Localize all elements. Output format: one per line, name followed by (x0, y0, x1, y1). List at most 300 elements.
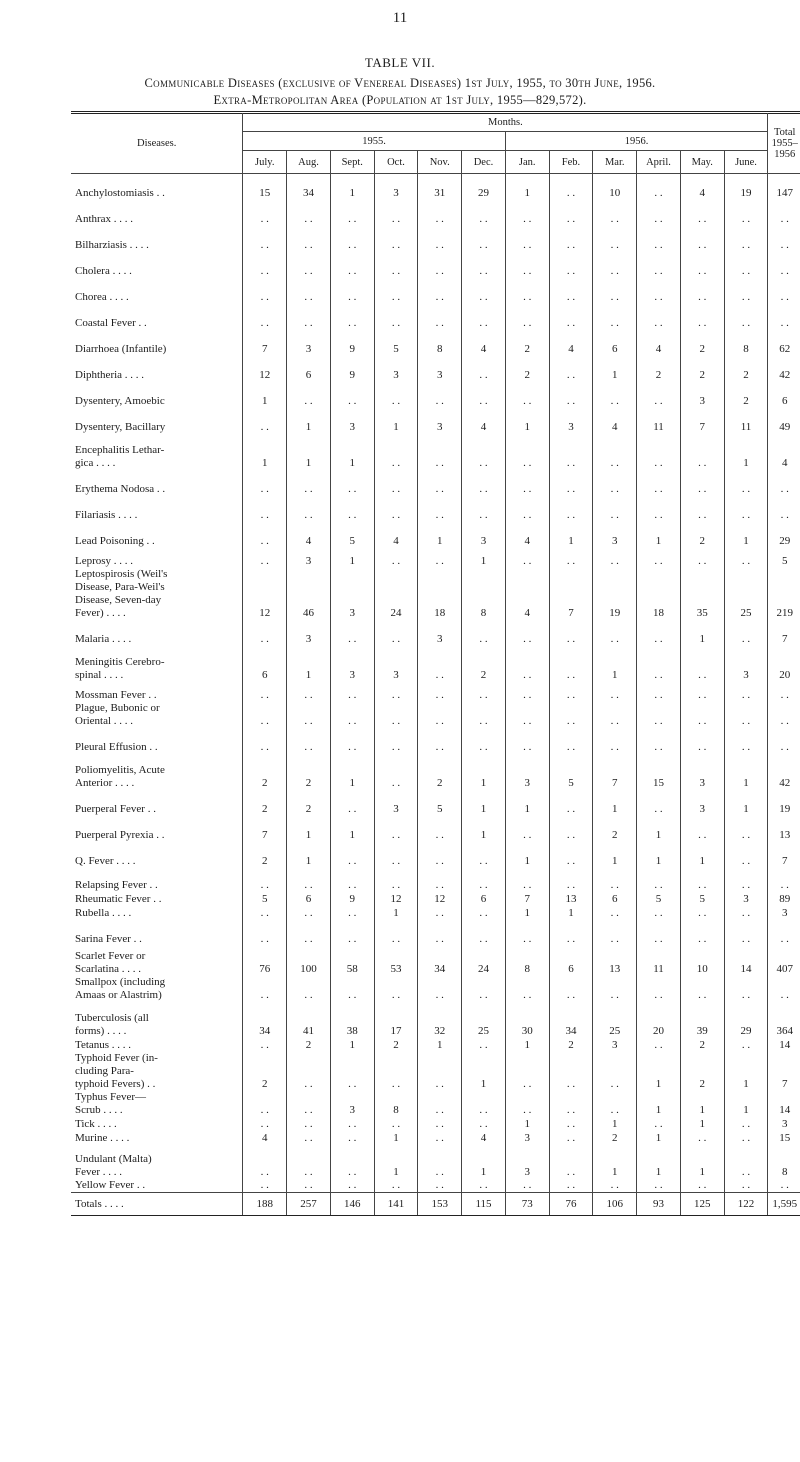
month-value: . . (505, 920, 549, 946)
month-value: 9 (330, 356, 374, 382)
month-value: . . (418, 496, 462, 522)
month-value: . . (418, 920, 462, 946)
month-header: April. (637, 151, 681, 174)
month-value: 3 (374, 174, 418, 200)
month-value: . . (593, 470, 637, 496)
month-value: . . (287, 382, 331, 408)
month-value: . . (593, 278, 637, 304)
disease-name: Diarrhoea (Infantile) (75, 342, 167, 355)
month-value: 11 (637, 408, 681, 434)
disease-name: Rubella . . . . (75, 906, 132, 919)
month-value: . . (418, 548, 462, 568)
month-value: 2 (243, 754, 287, 790)
month-value: . . (680, 816, 724, 842)
month-value: . . (330, 382, 374, 408)
month-value: 15 (243, 174, 287, 200)
row-total: 3 (768, 906, 800, 920)
row-total: 42 (768, 754, 800, 790)
month-total: 188 (243, 1193, 287, 1216)
month-value: . . (374, 816, 418, 842)
month-value: . . (505, 646, 549, 682)
month-value: . . (418, 682, 462, 702)
row-total: 89 (768, 892, 800, 906)
month-value: 1 (374, 1145, 418, 1179)
month-header: June. (724, 151, 768, 174)
month-value: 4 (549, 330, 593, 356)
month-value: . . (680, 470, 724, 496)
month-value: . . (549, 382, 593, 408)
month-value: 1 (593, 1145, 637, 1179)
row-total: . . (768, 470, 800, 496)
month-value: . . (724, 200, 768, 226)
month-value: . . (505, 1091, 549, 1117)
month-value: . . (287, 470, 331, 496)
month-value: 2 (505, 356, 549, 382)
table-row (71, 174, 800, 200)
month-value: 1 (287, 816, 331, 842)
month-value: 20 (637, 1002, 681, 1038)
month-value: . . (549, 682, 593, 702)
table-row (71, 496, 800, 522)
month-value: . . (418, 278, 462, 304)
month-value: . . (374, 754, 418, 790)
month-value: . . (637, 906, 681, 920)
month-value: 3 (287, 330, 331, 356)
month-value: . . (418, 646, 462, 682)
month-value: 1 (330, 754, 374, 790)
month-value: . . (593, 382, 637, 408)
month-value: 1 (680, 842, 724, 868)
month-value: 1 (505, 790, 549, 816)
month-value: 1 (462, 548, 506, 568)
row-total: 20 (768, 646, 800, 682)
month-value: 5 (330, 522, 374, 548)
month-value: 4 (593, 408, 637, 434)
month-value: . . (505, 1052, 549, 1091)
disease-name: Yellow Fever . . (75, 1179, 146, 1191)
month-value: 3 (330, 646, 374, 682)
month-value: . . (287, 200, 331, 226)
month-value: 2 (680, 522, 724, 548)
month-value: . . (637, 920, 681, 946)
table-row (71, 252, 800, 278)
month-value: . . (637, 702, 681, 728)
month-value: . . (374, 1117, 418, 1131)
month-value: . . (462, 470, 506, 496)
row-total: 8 (768, 1145, 800, 1179)
disease-name: Poliomyelitis, Acute Anterior . . . . (75, 763, 165, 789)
month-total: 125 (680, 1193, 724, 1216)
row-total: 19 (768, 790, 800, 816)
month-value: . . (462, 1091, 506, 1117)
month-total: 93 (637, 1193, 681, 1216)
month-value: 3 (287, 548, 331, 568)
table-row (71, 226, 800, 252)
month-value: 2 (287, 790, 331, 816)
disease-name: Tuberculosis (all forms) . . . . (75, 1011, 149, 1037)
month-value: . . (505, 382, 549, 408)
month-value: . . (418, 1179, 462, 1193)
row-total: . . (768, 1179, 800, 1193)
month-value: . . (243, 252, 287, 278)
month-value: 3 (330, 408, 374, 434)
row-total: 13 (768, 816, 800, 842)
disease-name: Filariasis . . . . (75, 508, 138, 521)
month-value: 1 (505, 906, 549, 920)
month-value: 34 (549, 1002, 593, 1038)
month-total: 106 (593, 1193, 637, 1216)
month-value: . . (462, 226, 506, 252)
month-value: 2 (243, 842, 287, 868)
row-total: . . (768, 278, 800, 304)
month-value: 24 (462, 946, 506, 976)
month-value: . . (330, 842, 374, 868)
table-row (71, 754, 800, 790)
month-value: 8 (724, 330, 768, 356)
month-header: Feb. (549, 151, 593, 174)
month-value: . . (505, 976, 549, 1002)
month-header: Mar. (593, 151, 637, 174)
disease-name: Murine . . . . (75, 1131, 130, 1144)
month-value: 29 (462, 174, 506, 200)
month-value: . . (287, 496, 331, 522)
month-value: . . (549, 728, 593, 754)
month-value: 2 (243, 790, 287, 816)
month-value: . . (243, 1179, 287, 1193)
month-value: . . (418, 226, 462, 252)
month-value: . . (637, 278, 681, 304)
month-value: . . (374, 548, 418, 568)
month-value: 2 (637, 356, 681, 382)
month-value: . . (505, 496, 549, 522)
disease-name: Leptospirosis (Weil's Disease, Para-Weil's Disease, Seven-day Fever) . . . . (75, 567, 168, 619)
month-value: 1 (374, 1131, 418, 1145)
month-value: 1 (593, 842, 637, 868)
disease-name: Tetanus . . . . (75, 1038, 132, 1051)
month-value: . . (593, 200, 637, 226)
month-value: . . (462, 1117, 506, 1131)
disease-name: Smallpox (including Amaas or Alastrim) (75, 975, 166, 1001)
month-value: 3 (680, 790, 724, 816)
month-value: . . (330, 702, 374, 728)
month-value: . . (549, 842, 593, 868)
month-header: Sept. (330, 151, 374, 174)
month-value: 7 (505, 892, 549, 906)
month-value: 3 (680, 382, 724, 408)
month-value: 3 (330, 1091, 374, 1117)
row-total: 5 (768, 548, 800, 568)
month-value: 3 (287, 620, 331, 646)
month-value: 7 (593, 754, 637, 790)
month-value: . . (418, 1091, 462, 1117)
month-value: . . (637, 868, 681, 892)
month-value: . . (462, 252, 506, 278)
month-value: . . (724, 682, 768, 702)
month-header: Nov. (418, 151, 462, 174)
month-value: . . (462, 434, 506, 470)
month-value: 18 (418, 568, 462, 620)
month-value: 18 (637, 568, 681, 620)
month-value: . . (418, 1052, 462, 1091)
table-body (71, 174, 800, 1216)
month-value: . . (330, 1131, 374, 1145)
month-value: . . (418, 728, 462, 754)
month-total: 153 (418, 1193, 462, 1216)
row-total: 49 (768, 408, 800, 434)
month-value: . . (724, 1117, 768, 1131)
month-value: . . (243, 408, 287, 434)
row-total: 7 (768, 1052, 800, 1091)
month-value: 12 (243, 568, 287, 620)
table-row (71, 620, 800, 646)
table-row (71, 568, 800, 620)
month-value: . . (330, 868, 374, 892)
month-value: . . (287, 1145, 331, 1179)
month-value: 3 (418, 356, 462, 382)
month-value: 1 (680, 620, 724, 646)
disease-name: Encephalitis Lethar- gica . . . . (75, 443, 165, 469)
month-value: . . (637, 728, 681, 754)
table-row (71, 906, 800, 920)
month-value: . . (330, 728, 374, 754)
row-total: . . (768, 702, 800, 728)
row-total: 62 (768, 330, 800, 356)
month-value: 17 (374, 1002, 418, 1038)
month-value: . . (680, 868, 724, 892)
month-value: . . (637, 976, 681, 1002)
month-value: 13 (593, 946, 637, 976)
month-value: 1 (593, 356, 637, 382)
disease-name: Dysentery, Bacillary (75, 420, 166, 433)
month-value: 2 (462, 646, 506, 682)
month-value: 1 (637, 522, 681, 548)
row-total: . . (768, 304, 800, 330)
month-value: . . (549, 620, 593, 646)
month-value: . . (243, 496, 287, 522)
month-value: . . (724, 620, 768, 646)
month-value: . . (724, 1179, 768, 1193)
table-row (71, 278, 800, 304)
month-value: . . (243, 1117, 287, 1131)
month-value: . . (243, 728, 287, 754)
month-value: . . (418, 816, 462, 842)
month-value: . . (243, 548, 287, 568)
month-total: 122 (724, 1193, 768, 1216)
month-value: . . (418, 434, 462, 470)
month-value: . . (549, 304, 593, 330)
month-value: 6 (462, 892, 506, 906)
month-value: . . (462, 920, 506, 946)
month-value: . . (724, 842, 768, 868)
month-value: . . (549, 278, 593, 304)
month-value: 4 (462, 408, 506, 434)
month-value: . . (549, 920, 593, 946)
month-header: Oct. (374, 151, 418, 174)
disease-name: Pleural Effusion . . (75, 740, 158, 753)
month-value: . . (418, 906, 462, 920)
month-value: . . (330, 790, 374, 816)
month-value: 53 (374, 946, 418, 976)
month-value: . . (505, 682, 549, 702)
month-value: . . (549, 1117, 593, 1131)
month-value: 35 (680, 568, 724, 620)
table-row (71, 790, 800, 816)
month-value: . . (637, 200, 681, 226)
month-value: . . (462, 278, 506, 304)
month-value: . . (374, 920, 418, 946)
month-value: 1 (593, 1117, 637, 1131)
month-value: . . (505, 434, 549, 470)
month-value: . . (374, 702, 418, 728)
month-value: . . (724, 816, 768, 842)
table-row (71, 408, 800, 434)
month-value: 4 (287, 522, 331, 548)
month-value: . . (724, 1145, 768, 1179)
table-row (71, 382, 800, 408)
month-value: . . (243, 1038, 287, 1052)
year-1955-header: 1955. (243, 132, 506, 151)
month-value: . . (724, 278, 768, 304)
row-total: 364 (768, 1002, 800, 1038)
month-value: . . (243, 906, 287, 920)
month-value: . . (374, 470, 418, 496)
table-title: TABLE VII. (364, 55, 436, 70)
disease-name: Cholera . . . . (75, 264, 132, 277)
month-value: 1 (462, 816, 506, 842)
totals-row (71, 1193, 800, 1216)
month-value: . . (680, 646, 724, 682)
month-value: . . (505, 702, 549, 728)
month-value: 19 (724, 174, 768, 200)
row-total: 15 (768, 1131, 800, 1145)
month-value: . . (593, 252, 637, 278)
month-value: . . (637, 226, 681, 252)
month-value: . . (637, 382, 681, 408)
month-value: 9 (330, 892, 374, 906)
month-value: . . (549, 1179, 593, 1193)
month-value: . . (505, 548, 549, 568)
month-value: . . (505, 728, 549, 754)
month-value: . . (462, 496, 506, 522)
month-value: 7 (549, 568, 593, 620)
month-value: . . (549, 200, 593, 226)
month-value: 1 (724, 790, 768, 816)
month-value: 5 (637, 892, 681, 906)
month-value: 1 (462, 1052, 506, 1091)
month-value: . . (637, 1038, 681, 1052)
month-value: 1 (287, 434, 331, 470)
month-value: 58 (330, 946, 374, 976)
month-value: 3 (374, 646, 418, 682)
month-value: . . (593, 1091, 637, 1117)
month-value: . . (724, 304, 768, 330)
month-value: 1 (680, 1117, 724, 1131)
month-value: . . (418, 702, 462, 728)
month-value: . . (505, 304, 549, 330)
disease-name: Leprosy . . . . (75, 554, 134, 567)
month-value: . . (549, 496, 593, 522)
table-row (71, 842, 800, 868)
month-value: . . (549, 646, 593, 682)
month-value: 2 (287, 1038, 331, 1052)
month-value: 1 (287, 842, 331, 868)
row-total: 7 (768, 842, 800, 868)
month-value: . . (505, 252, 549, 278)
month-value: 4 (462, 330, 506, 356)
disease-name: Typhoid Fever (in- cluding Para- typhoid Fevers) . . (75, 1051, 158, 1090)
month-value: . . (593, 906, 637, 920)
month-value: 29 (724, 1002, 768, 1038)
month-total: 141 (374, 1193, 418, 1216)
month-value: 24 (374, 568, 418, 620)
month-header: May. (680, 151, 724, 174)
table-row (71, 330, 800, 356)
row-total: . . (768, 226, 800, 252)
month-value: . . (374, 382, 418, 408)
month-value: . . (374, 304, 418, 330)
month-value: . . (724, 920, 768, 946)
month-value: 1 (505, 408, 549, 434)
disease-name: Malaria . . . . (75, 632, 132, 645)
table-row (71, 548, 800, 568)
month-value: . . (680, 496, 724, 522)
row-total: 29 (768, 522, 800, 548)
month-value: . . (637, 790, 681, 816)
month-value: . . (462, 868, 506, 892)
month-value: 1 (462, 790, 506, 816)
table-row (71, 1052, 800, 1091)
row-total: 7 (768, 620, 800, 646)
month-value: . . (243, 868, 287, 892)
month-value: . . (549, 790, 593, 816)
month-value: . . (593, 496, 637, 522)
disease-name: Diphtheria . . . . (75, 368, 145, 381)
disease-name: Plague, Bubonic or Oriental . . . . (75, 701, 160, 727)
month-value: . . (505, 868, 549, 892)
month-value: . . (680, 434, 724, 470)
month-value: . . (374, 842, 418, 868)
month-value: 1 (637, 1052, 681, 1091)
month-value: . . (330, 304, 374, 330)
month-value: . . (287, 906, 331, 920)
month-value: . . (549, 356, 593, 382)
month-value: . . (593, 304, 637, 330)
month-value: . . (374, 620, 418, 646)
disease-name: Lead Poisoning . . (75, 534, 155, 547)
month-value: . . (287, 702, 331, 728)
month-value: . . (462, 842, 506, 868)
table-row (71, 356, 800, 382)
month-value: . . (462, 382, 506, 408)
table-row (71, 816, 800, 842)
month-value: 38 (330, 1002, 374, 1038)
month-value: . . (243, 278, 287, 304)
month-value: 2 (680, 1052, 724, 1091)
month-value: . . (374, 434, 418, 470)
month-value: 3 (593, 1038, 637, 1052)
month-value: . . (593, 920, 637, 946)
disease-name: Coastal Fever . . (75, 316, 147, 329)
month-value: 4 (505, 568, 549, 620)
month-value: . . (593, 728, 637, 754)
row-total: . . (768, 868, 800, 892)
month-value: 39 (680, 1002, 724, 1038)
row-total: 14 (768, 1091, 800, 1117)
month-value: . . (637, 620, 681, 646)
month-value: 2 (418, 754, 462, 790)
total-header: Total 1955– 1956 (768, 113, 800, 174)
month-value: . . (418, 868, 462, 892)
